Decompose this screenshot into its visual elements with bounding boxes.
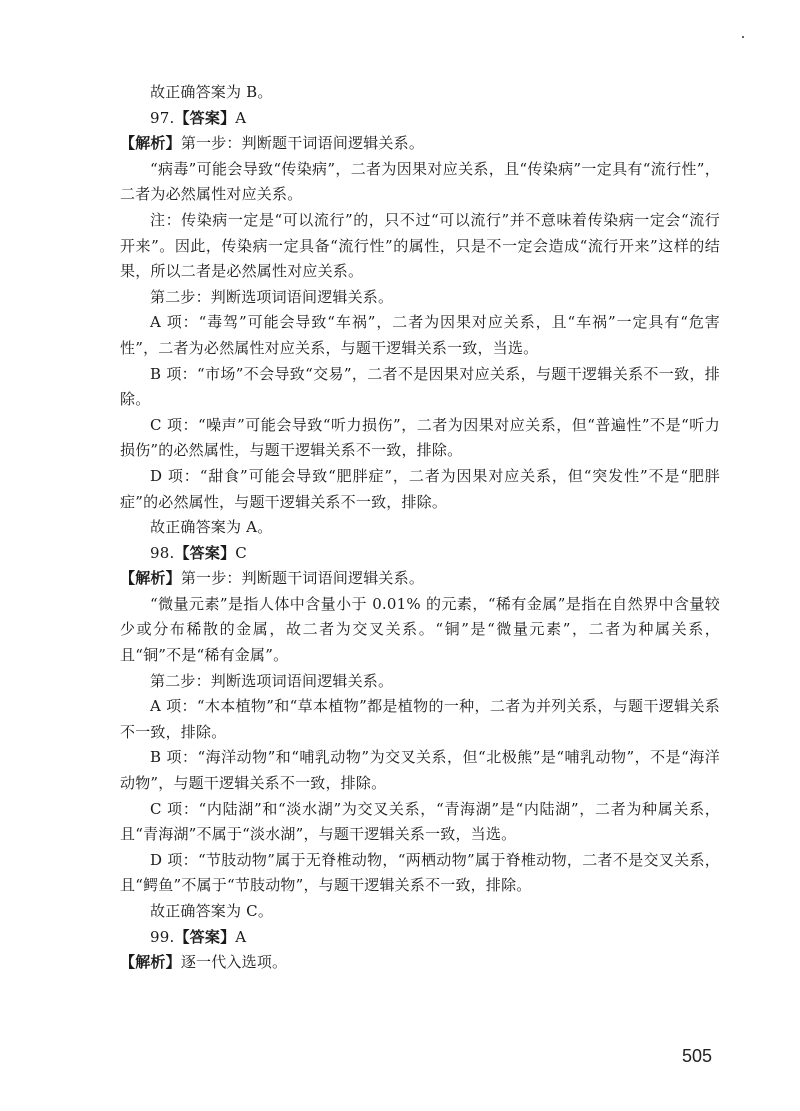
analysis-label: 【解析】 [120, 569, 181, 588]
q99-analysis-line [120, 950, 720, 976]
q97-answer-line [120, 106, 720, 132]
q98-analysis-line [120, 566, 720, 592]
question-number: 99. [150, 927, 175, 946]
q99-answer-line [120, 925, 720, 951]
body-text [120, 80, 720, 976]
step-two: 第二步：判断选项词语间逻辑关系。 [150, 671, 394, 690]
q97-analysis-line [120, 131, 720, 157]
option-a: A 项：“毒驾”可能会导致“车祸”，二者为因果对应关系，且“车祸”一定具有“危害性”，二者为必然属性对应关系，与题干逻辑关系一致，当选。 [120, 313, 720, 357]
conclusion-line: 故正确答案为 B。 [150, 83, 273, 101]
question-number: 97. [150, 108, 175, 127]
option-b: B 项：“海洋动物”和“哺乳动物”为交叉关系，但“北极熊”是“哺乳动物”，不是“海洋动物”，与题干逻辑关系不一致，排除。 [120, 748, 720, 793]
paragraph: “病毒”可能会导致“传染病”，二者为因果对应关系，且“传染病”一定具有“流行性”，二者为必然属性对应关系。 [120, 159, 720, 204]
option-c: C 项：“噪声”可能会导致“听力损伤”，二者为因果对应关系，但“普遍性”不是“听力损伤”的必然属性，与题干逻辑关系不一致，排除。 [120, 415, 720, 460]
conclusion-line: 故正确答案为 A。 [150, 518, 273, 537]
note-paragraph: 注：传染病一定是“可以流行”的，只不过“可以流行”并不意味着传染病一定会“流行开来”。因此，传染病一定具备“流行性”的属性，只是不一定会造成“流行开来”这样的结果，所以二者是必然属性对应关系。 [120, 210, 720, 281]
analysis-text: 第一步：判断题干词语间逻辑关系。 [180, 569, 425, 588]
scan-speck [742, 36, 744, 38]
answer-label: 【答案】 [174, 927, 236, 946]
answer-value: A [235, 927, 247, 946]
answer-value: C [235, 543, 247, 562]
option-d: D 项：“甜食”可能会导致“肥胖症”，二者为因果对应关系，但“突发性”不是“肥胖症”的必然属性，与题干逻辑关系不一致，排除。 [120, 466, 720, 511]
option-c: C 项：“内陆湖”和“淡水湖”为交叉关系，“青海湖”是“内陆湖”，二者为种属关系，且“青海湖”不属于“淡水湖”，与题干逻辑关系一致，当选。 [120, 799, 720, 844]
analysis-label: 【解析】 [120, 953, 181, 972]
analysis-label: 【解析】 [120, 134, 181, 153]
question-number: 98. [150, 543, 175, 562]
analysis-text: 逐一代入选项。 [180, 953, 288, 972]
q98-answer-line [120, 541, 720, 567]
answer-label: 【答案】 [174, 543, 236, 562]
answer-label: 【答案】 [174, 108, 236, 127]
option-a: A 项：“木本植物”和“草本植物”都是植物的一种，二者为并列关系，与题干逻辑关系不一致，排除。 [120, 697, 720, 741]
paragraph: “微量元素”是指人体中含量小于 0.01% 的元素，“稀有金属”是指在自然界中含量较少或分布稀散的金属，故二者为交叉关系。“铜”是“微量元素”，二者为种属关系，且“铜”不是“稀有金属”。 [120, 594, 720, 665]
answer-value: A [235, 108, 247, 127]
conclusion-line: 故正确答案为 C。 [150, 902, 274, 920]
step-two: 第二步：判断选项词语间逻辑关系。 [150, 287, 394, 306]
analysis-text: 第一步：判断题干词语间逻辑关系。 [180, 134, 425, 153]
page-number: 505 [681, 1046, 712, 1066]
option-b: B 项：“市场”不会导致“交易”，二者不是因果对应关系，与题干逻辑关系不一致，排除。 [120, 364, 720, 409]
option-d: D 项：“节肢动物”属于无脊椎动物，“两栖动物”属于脊椎动物，二者不是交叉关系，且“鳄鱼”不属于“节肢动物”，与题干逻辑关系不一致，排除。 [120, 850, 720, 895]
